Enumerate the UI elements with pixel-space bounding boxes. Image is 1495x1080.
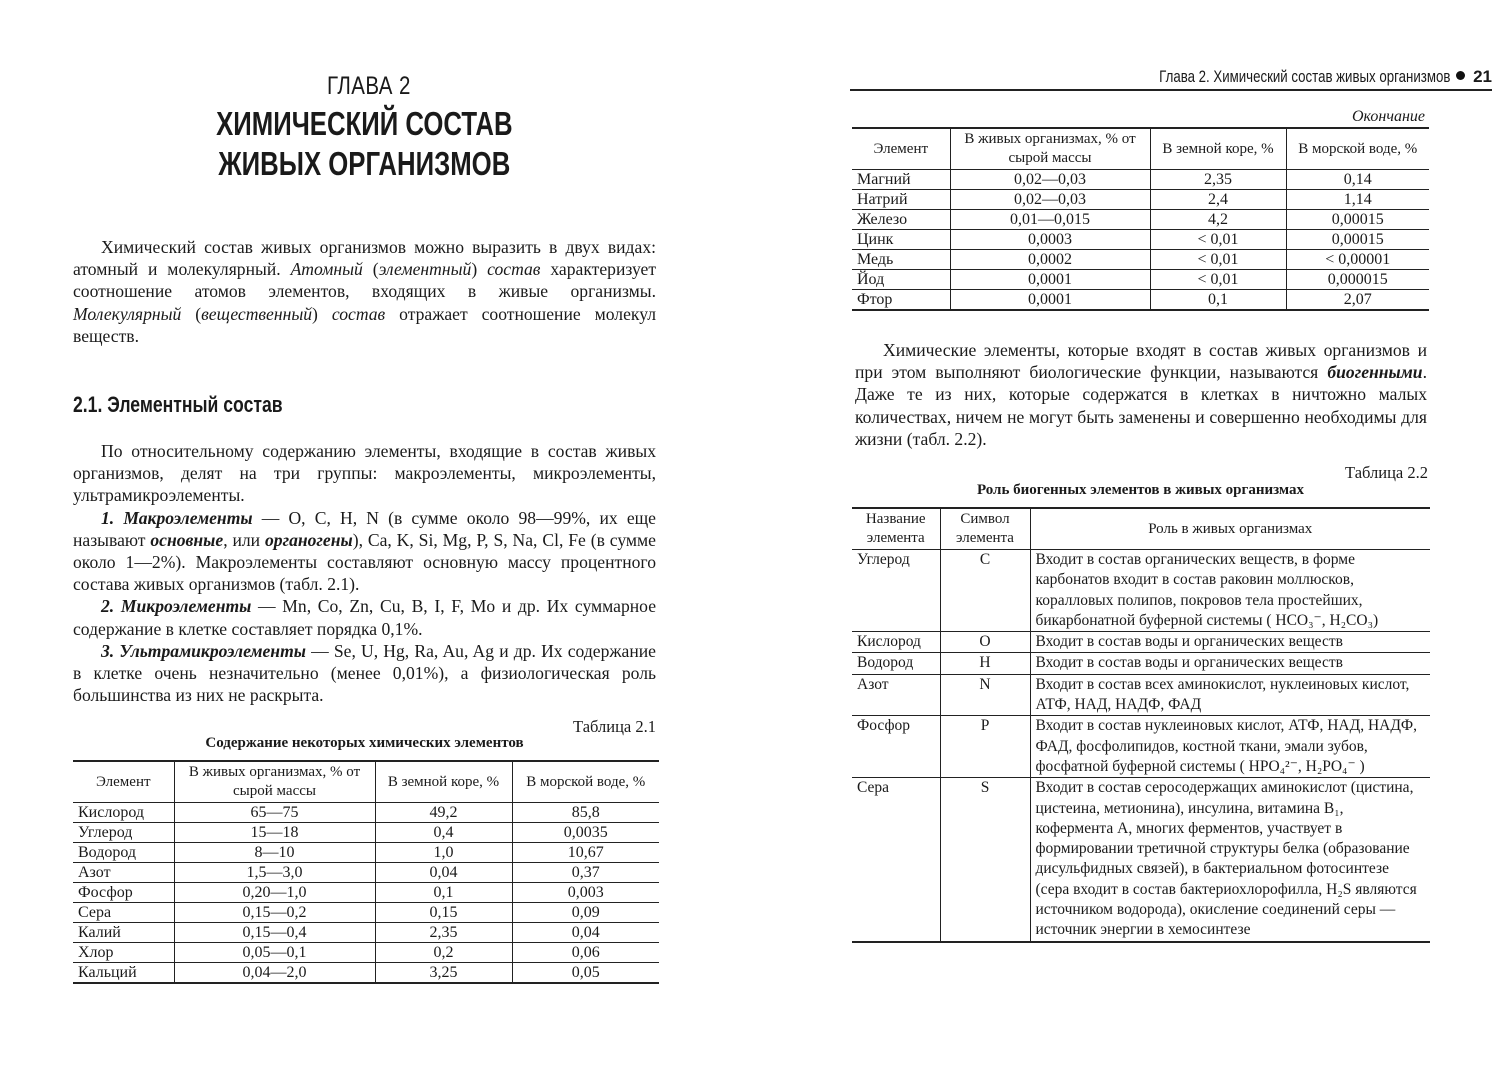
column-header: В живых организмах, % от сырой массы bbox=[174, 761, 375, 803]
column-header: В живых организмах, % от сырой массы bbox=[950, 128, 1150, 170]
element-name-cell: Кислород bbox=[852, 632, 940, 653]
value-cell: < 0,01 bbox=[1150, 250, 1286, 270]
value-cell: 1,14 bbox=[1286, 190, 1429, 210]
table-row bbox=[852, 250, 1429, 270]
table-2-1 bbox=[73, 760, 659, 984]
chapter-title bbox=[80, 104, 649, 184]
value-cell: 2,35 bbox=[1150, 170, 1286, 190]
table-row bbox=[852, 653, 1430, 674]
element-name-cell: Углерод bbox=[73, 823, 174, 843]
table-row bbox=[73, 803, 659, 823]
table-row bbox=[852, 230, 1429, 250]
element-symbol-cell: O bbox=[940, 632, 1030, 653]
biogenic-paragraph: Химические элементы, которые входят в состав живых организмов и при этом выполняют биологические функции, называются биогенными. Даже те из них, которые содержатся в клетках в ничтожно малых количествах, ничем не могут быть заменены и совершенно необходимы для жизни (табл. 2.2). bbox=[855, 340, 1427, 449]
page-number: 21 bbox=[1473, 67, 1492, 86]
value-cell: 1,5—3,0 bbox=[174, 863, 375, 883]
table-row bbox=[73, 883, 659, 903]
element-name-cell: Хлор bbox=[73, 943, 174, 963]
element-role-cell: Входит в состав серосодержащих аминокислот (цистина, цистеина, метионина), инсулина, витамина B₁, кофермента А, многих ферментов, участвует в формировании третичной структуры белка (образование дисульфидных связей), в бактериальном фотосинтезе (сера входит в состав бактериохлорофилла, H₂S являются источником водорода), окисление соединений серы — источник энергии в хемосинтезе bbox=[1030, 778, 1430, 942]
table-2-1-continued bbox=[852, 127, 1429, 311]
element-name-cell: Водород bbox=[73, 843, 174, 863]
chapter-title-line-2: ЖИВЫХ ОРГАНИЗМОВ bbox=[218, 145, 511, 182]
column-header: Символ элемента bbox=[940, 508, 1030, 550]
element-groups-text bbox=[73, 440, 656, 706]
table-row bbox=[852, 632, 1430, 653]
value-cell: 0,37 bbox=[512, 863, 659, 883]
table-row bbox=[73, 923, 659, 943]
chapter-number: ГЛАВА 2 bbox=[327, 72, 411, 100]
value-cell: 0,02—0,03 bbox=[950, 170, 1150, 190]
table-row bbox=[852, 290, 1429, 311]
table-row bbox=[852, 716, 1430, 778]
value-cell: 0,0002 bbox=[950, 250, 1150, 270]
element-role-cell: Входит в состав воды и органических веществ bbox=[1030, 632, 1430, 653]
element-symbol-cell: H bbox=[940, 653, 1030, 674]
table-header-row bbox=[852, 128, 1429, 170]
table-row bbox=[852, 674, 1430, 716]
value-cell: 0,05 bbox=[512, 963, 659, 984]
element-role-cell: Входит в состав воды и органических веществ bbox=[1030, 653, 1430, 674]
table-row bbox=[852, 170, 1429, 190]
table-row bbox=[852, 270, 1429, 290]
table-row bbox=[852, 190, 1429, 210]
table-2-2 bbox=[852, 507, 1430, 943]
bullet-icon bbox=[1456, 71, 1465, 80]
element-role-cell: Входит в состав всех аминокислот, нуклеиновых кислот, АТФ, НАД, НАДФ, ФАД bbox=[1030, 674, 1430, 716]
value-cell: 0,15—0,2 bbox=[174, 903, 375, 923]
element-symbol-cell: S bbox=[940, 778, 1030, 942]
value-cell: 3,25 bbox=[375, 963, 512, 984]
element-name-cell: Цинк bbox=[852, 230, 950, 250]
value-cell: 0,20—1,0 bbox=[174, 883, 375, 903]
value-cell: 0,06 bbox=[512, 943, 659, 963]
column-header: В земной коре, % bbox=[1150, 128, 1286, 170]
groups-intro: По относительному содержанию элементы, входящие в состав живых организмов, делят на три группы: макроэлементы, микроэлементы, ультрамикроэлементы. bbox=[73, 441, 656, 506]
column-header: В морской воде, % bbox=[512, 761, 659, 803]
column-header: Элемент bbox=[73, 761, 174, 803]
element-name-cell: Медь bbox=[852, 250, 950, 270]
column-header: Название элемента bbox=[852, 508, 940, 550]
element-name-cell: Углерод bbox=[852, 550, 940, 632]
table-2-1-label: Таблица 2.1 bbox=[573, 717, 656, 736]
element-name-cell: Натрий bbox=[852, 190, 950, 210]
element-name-cell: Йод bbox=[852, 270, 950, 290]
element-role-cell: Входит в состав органических веществ, в форме карбонатов входит в состав раковин моллюсков, коралловых полипов, покровов тела простейших, бикарбонатной буферной системы ( HCO₃⁻, H₂CO₃) bbox=[1030, 550, 1430, 632]
element-name-cell: Водород bbox=[852, 653, 940, 674]
column-header: В земной коре, % bbox=[375, 761, 512, 803]
value-cell: 0,0035 bbox=[512, 823, 659, 843]
value-cell: 0,15 bbox=[375, 903, 512, 923]
table-row bbox=[73, 943, 659, 963]
running-head-title: Глава 2. Химический состав живых организмов bbox=[1158, 67, 1451, 86]
element-name-cell: Фтор bbox=[852, 290, 950, 311]
value-cell: 4,2 bbox=[1150, 210, 1286, 230]
element-role-cell: Входит в состав нуклеиновых кислот, АТФ, НАД, НАДФ, ФАД, фосфолипидов, костной ткани, эмали зубов, фосфатной буферной системы ( HPO₄²⁻, H₂PO₄⁻ ) bbox=[1030, 716, 1430, 778]
table-header-row bbox=[852, 508, 1430, 550]
element-name-cell: Азот bbox=[73, 863, 174, 883]
value-cell: 0,1 bbox=[1150, 290, 1286, 311]
value-cell: 0,0003 bbox=[950, 230, 1150, 250]
element-name-cell: Азот bbox=[852, 674, 940, 716]
value-cell: 0,14 bbox=[1286, 170, 1429, 190]
value-cell: 0,00015 bbox=[1286, 210, 1429, 230]
column-header: Роль в живых организмах bbox=[1030, 508, 1430, 550]
value-cell: 0,4 bbox=[375, 823, 512, 843]
right-page bbox=[760, 0, 1495, 1080]
value-cell: 15—18 bbox=[174, 823, 375, 843]
value-cell: < 0,01 bbox=[1150, 230, 1286, 250]
column-header: Элемент bbox=[852, 128, 950, 170]
left-page bbox=[0, 0, 740, 1080]
value-cell: 0,00015 bbox=[1286, 230, 1429, 250]
value-cell: 0,0001 bbox=[950, 270, 1150, 290]
element-name-cell: Фосфор bbox=[73, 883, 174, 903]
value-cell: 0,01—0,015 bbox=[950, 210, 1150, 230]
running-head bbox=[850, 67, 1492, 91]
value-cell: 0,1 bbox=[375, 883, 512, 903]
value-cell: 8—10 bbox=[174, 843, 375, 863]
value-cell: 0,003 bbox=[512, 883, 659, 903]
value-cell: 0,02—0,03 bbox=[950, 190, 1150, 210]
table-row bbox=[73, 843, 659, 863]
table-row bbox=[73, 863, 659, 883]
macro-paragraph: 1. Макроэлементы — O, C, H, N (в сумме около 98—99%, их еще называют основные, или органогены), Ca, K, Si, Mg, P, S, Na, Cl, Fe (в сумме около 1—2%). Макроэлементы составляют основную массу процентного состава живых организмов (табл. 2.1). bbox=[73, 507, 656, 595]
element-symbol-cell: N bbox=[940, 674, 1030, 716]
section-heading: 2.1. Элементный состав bbox=[73, 392, 283, 417]
table-row bbox=[73, 823, 659, 843]
table-row bbox=[73, 903, 659, 923]
element-name-cell: Фосфор bbox=[852, 716, 940, 778]
value-cell: 0,04 bbox=[375, 863, 512, 883]
table-2-2-label: Таблица 2.2 bbox=[1345, 463, 1428, 482]
chapter-title-line-1: ХИМИЧЕСКИЙ СОСТАВ bbox=[216, 105, 513, 142]
column-header: В морской воде, % bbox=[1286, 128, 1429, 170]
table-row bbox=[73, 963, 659, 984]
element-name-cell: Калий bbox=[73, 923, 174, 943]
value-cell: 2,4 bbox=[1150, 190, 1286, 210]
value-cell: 0,0001 bbox=[950, 290, 1150, 311]
intro-paragraph: Химический состав живых организмов можно выразить в двух видах: атомный и молекулярный. Атомный (элементный) состав характеризует соотношение атомов элементов, входящих в живые организмы. Молекулярный (вещественный) состав отражает соотношение молекул веществ. bbox=[73, 237, 657, 346]
table-header-row bbox=[73, 761, 659, 803]
element-name-cell: Магний bbox=[852, 170, 950, 190]
value-cell: 65—75 bbox=[174, 803, 375, 823]
table-row bbox=[852, 210, 1429, 230]
value-cell: 0,000015 bbox=[1286, 270, 1429, 290]
table-2-1-title: Содержание некоторых химических элементов bbox=[205, 735, 524, 751]
value-cell: < 0,00001 bbox=[1286, 250, 1429, 270]
element-name-cell: Кислород bbox=[73, 803, 174, 823]
element-symbol-cell: P bbox=[940, 716, 1030, 778]
value-cell: 2,07 bbox=[1286, 290, 1429, 311]
table-row bbox=[852, 550, 1430, 632]
value-cell: < 0,01 bbox=[1150, 270, 1286, 290]
ultra-paragraph: 3. Ультрамикроэлементы — Se, U, Hg, Ra, Au, Ag и др. Их содержание в клетке очень незначительно (менее 0,01%), а физиологическая роль большинства из них не раскрыта. bbox=[73, 640, 656, 706]
value-cell: 0,05—0,1 bbox=[174, 943, 375, 963]
element-name-cell: Кальций bbox=[73, 963, 174, 984]
element-name-cell: Железо bbox=[852, 210, 950, 230]
value-cell: 0,2 bbox=[375, 943, 512, 963]
value-cell: 0,04—2,0 bbox=[174, 963, 375, 984]
value-cell: 49,2 bbox=[375, 803, 512, 823]
micro-paragraph: 2. Микроэлементы — Mn, Co, Zn, Cu, B, I, F, Mo и др. Их суммарное содержание в клетке составляет порядка 0,1%. bbox=[73, 596, 656, 639]
value-cell: 0,04 bbox=[512, 923, 659, 943]
table-row bbox=[852, 778, 1430, 942]
value-cell: 0,15—0,4 bbox=[174, 923, 375, 943]
element-name-cell: Сера bbox=[852, 778, 940, 942]
element-symbol-cell: C bbox=[940, 550, 1030, 632]
element-name-cell: Сера bbox=[73, 903, 174, 923]
table-2-2-title: Роль биогенных элементов в живых организмах bbox=[976, 482, 1305, 498]
value-cell: 2,35 bbox=[375, 923, 512, 943]
value-cell: 10,67 bbox=[512, 843, 659, 863]
value-cell: 85,8 bbox=[512, 803, 659, 823]
table-continued-label: Окончание bbox=[1351, 108, 1425, 125]
value-cell: 0,09 bbox=[512, 903, 659, 923]
value-cell: 1,0 bbox=[375, 843, 512, 863]
